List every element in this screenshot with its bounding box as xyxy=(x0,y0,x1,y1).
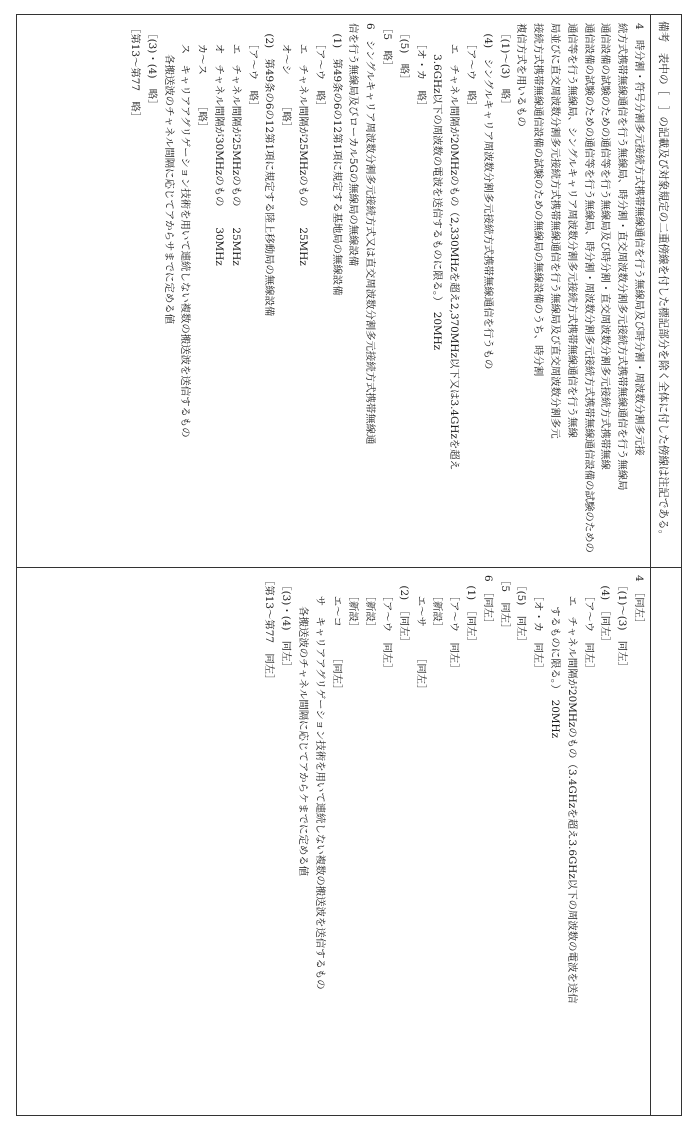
left-column-revised xyxy=(126,23,647,563)
text-line: ［(1)～(3) 略］ xyxy=(498,23,511,110)
text-line: 3.6GHz以下の周波数の電波を送信するものに限る。） 20MHz xyxy=(431,23,444,351)
text-line: ［ア～ウ 略］ xyxy=(246,23,259,112)
text-line: エ チャネル間隔が20MHzのもの（2,330MHzを超え2,370MHz以下又は3.4GHzを超え xyxy=(448,23,461,471)
text-line: オ チャネル間隔が30MHzのもの 30MHz xyxy=(213,23,226,266)
remarks-note xyxy=(655,21,671,540)
text-line: 通信設備の試験のための通信等を行う無線局、時分割・周波数分割多元接続方式携帯無線通信設備の試験のための xyxy=(582,23,595,553)
text-line: オ～シ ［略］ xyxy=(280,23,293,133)
remarks-label: 備考 xyxy=(657,21,669,43)
text-line: サ キャリアアグリゲーション技術を用いて連続しない複数の搬送波を送信するもの xyxy=(313,575,326,990)
text-line: ［ア～ウ 略］ xyxy=(313,23,326,112)
text-line: カ～ス ［略］ xyxy=(196,23,209,133)
text-line: エ チャネル間隔が25MHzのもの 25MHz xyxy=(297,23,310,266)
text-line: ［5 同左］ xyxy=(498,575,511,634)
text-line: ［ア～ウ 同左］ xyxy=(381,575,394,674)
text-line: ［新設］ xyxy=(347,575,360,633)
text-line: ス キャリアアグリゲーション技術を用いて連続しない複数の搬送波を送信するもの xyxy=(179,23,192,438)
text-line: ［ア～ウ 略］ xyxy=(465,23,478,112)
text-line: ［(5) 同左］ xyxy=(515,575,528,647)
text-line: ［(1)～(3) 同左］ xyxy=(616,575,629,672)
text-line: 通信設備の試験のための通信等を行う無線局及び時分割・直交周波数分割多元接続方式携帯無線 xyxy=(599,23,612,470)
text-line: ［(5) 略］ xyxy=(397,23,410,85)
text-line: ［オ・カ 略］ xyxy=(414,23,427,112)
text-line: ［第13～第77 同左］ xyxy=(263,575,276,685)
text-line: 局並びに直交周波数分割多元接続方式携帯無線通信を行う無線局及び直交周波数分割多元 xyxy=(549,23,562,439)
text-line: 通信等を行う無線局、シングルキャリア周波数分割多元接続方式携帯無線通信を行う無線 xyxy=(565,23,578,438)
text-line: 続方式携帯無線通信を行う無線局、時分割・直交周波数分割多元接続方式携帯無線通信を行う無線局 xyxy=(616,23,629,491)
text-line: (2) ［同左］ xyxy=(397,575,410,647)
text-line: エ チャネル間隔が20MHzのもの（3.4GHzを超え3.6GHz以下の周波数の電波を送信 xyxy=(565,575,578,1004)
text-line: 接続方式携帯無線通信設備の試験のための無線局の無線設備のうち、時分割 xyxy=(532,23,545,377)
right-column-current xyxy=(261,575,647,1111)
text-line: (2) 第49条の6の12第1項に規定する陸上移動局の無線設備 xyxy=(263,23,276,317)
amendment-table xyxy=(16,14,682,1116)
text-line: ［ア～ウ 同左］ xyxy=(582,575,595,674)
text-line: エ チャネル間隔が25MHzのもの 25MHz xyxy=(229,23,242,266)
remarks-text: 表中の［ ］の記載及び対象規定の二重傍線を付した標記部分を除く全体に付した傍線は注記である。 xyxy=(657,52,669,541)
text-line: (4) ［同左］ xyxy=(599,575,612,647)
header-divider xyxy=(650,15,651,1115)
text-line: 複信方式を用いるもの xyxy=(515,23,528,127)
text-line: (1) 第49条の6の12第1項に規定する基地局の無線設備 xyxy=(330,23,343,296)
text-line: エ～サ ［同左］ xyxy=(414,575,427,695)
column-divider xyxy=(17,567,681,568)
text-line: 各搬送波のチャネル間隔に応じてアからサまでに定める値 xyxy=(162,23,175,325)
text-line: ［第13～第77 略］ xyxy=(129,23,142,123)
text-line: ［5 略］ xyxy=(381,23,394,72)
text-line: ［新設］ xyxy=(364,575,377,633)
text-line: 6 シングルキャリア周波数分割多元接続方式又は直交周波数分割多元接続方式携帯無線通 xyxy=(364,23,377,445)
text-line: 信を行う無線局及びローカル5Gの無線局の無線設備 xyxy=(347,23,360,267)
text-line: ［オ・カ 同左］ xyxy=(532,575,545,674)
text-line: 4 時分割・符号分割多元接続方式携帯無線通信を行う無線局及び時分割・周波数分割多元接 xyxy=(633,23,645,456)
text-line: 6 ［同左］ xyxy=(481,575,494,629)
text-line: エ～コ ［同左］ xyxy=(330,575,343,695)
text-line: 各搬送波のチャネル間隔に応じてアからケまでに定める値 xyxy=(297,575,310,877)
text-line: (1) ［同左］ xyxy=(465,575,478,647)
text-line: するものに限る。） 20MHz xyxy=(549,575,562,739)
text-line: 4 ［同左］ xyxy=(633,575,645,629)
text-line: ［(3)・(4) 同左］ xyxy=(280,575,293,672)
text-line: (4) シングルキャリア周波数分割多元接続方式携帯無線通信を行うもの xyxy=(481,23,494,370)
text-line: ［(3)・(4) 略］ xyxy=(145,23,158,110)
text-line: ［ア～ウ 同左］ xyxy=(448,575,461,674)
text-line: ［新設］ xyxy=(431,575,444,633)
